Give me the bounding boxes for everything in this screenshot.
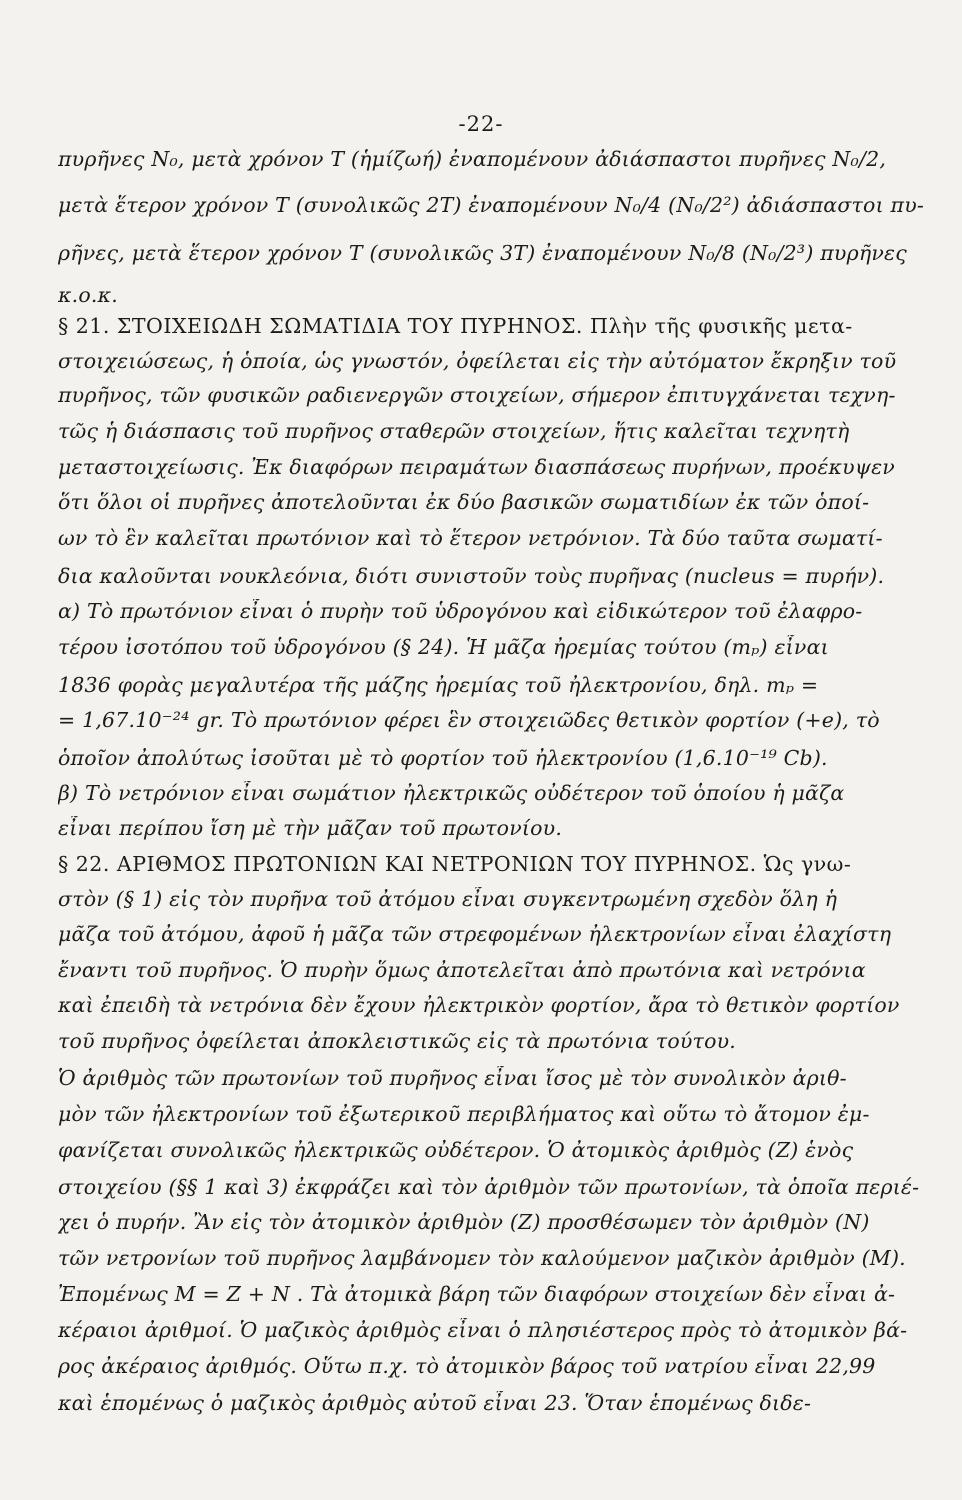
text-line: καὶ ἑπομένως ὁ μαζικὸς ἀριθμὸς αὐτοῦ εἶναι 23. Ὅταν ἑπομένως διδε- [58, 1391, 812, 1415]
text-line: μὸν τῶν ἠλεκτρονίων τοῦ ἐξωτερικοῦ περιβλήματος καὶ οὕτω τὸ ἄτομον ἐμ- [58, 1102, 870, 1126]
text-line: τέρου ἰσοτόπου τοῦ ὑδρογόνου (§ 24). Ἡ μᾶζα ἠρεμίας τούτου (mₚ) εἶναι [58, 635, 829, 659]
text-line: μετὰ ἕτερον χρόνον Τ (συνολικῶς 2Τ) ἐναπομένουν Ν₀/4 (Ν₀/2²) ἀδιάσπαστοι πυ- [58, 193, 925, 217]
text-line: 1836 φορὰς μεγαλυτέρα τῆς μάζης ἠρεμίας τοῦ ἠλεκτρονίου, δηλ. mₚ = [58, 673, 819, 697]
text-line: Ὁ ἀριθμὸς τῶν πρωτονίων τοῦ πυρῆνος εἶναι ἴσος μὲ τὸν συνολικὸν ἀριθ- [58, 1066, 847, 1090]
page-number: -22- [458, 112, 504, 136]
text-line: ων τὸ ἓν καλεῖται πρωτόνιον καὶ τὸ ἕτερον νετρόνιον. Τὰ δύο ταῦτα σωματί- [58, 526, 883, 550]
text-line: πυρῆνος, τῶν φυσικῶν ραδιενεργῶν στοιχείων, σήμερον ἐπιτυγχάνεται τεχνη- [58, 383, 896, 407]
section-22-heading-line: § 22. ΑΡΙΘΜΟΣ ΠΡΩΤΟΝΙΩΝ ΚΑΙ ΝΕΤΡΟΝΙΩΝ ΤΟΥ ΠΥΡΗΝΟΣ. Ὡς γνω- [58, 852, 852, 876]
text-line: τῶς ἡ διάσπασις τοῦ πυρῆνος σταθερῶν στοιχείων, ἥτις καλεῖται τεχνητὴ [58, 419, 850, 443]
text-line: ρος ἀκέραιος ἀριθμός. Οὕτω π.χ. τὸ ἀτομικὸν βάρος τοῦ νατρίου εἶναι 22,99 [58, 1354, 876, 1378]
text-line: χει ὁ πυρήν. Ἂν εἰς τὸν ἀτομικὸν ἀριθμὸν (Ζ) προσθέσωμεν τὸν ἀριθμὸν (Ν) [58, 1210, 870, 1234]
text-line-beta: β) Τὸ νετρόνιον εἶναι σωμάτιον ἠλεκτρικῶς οὐδέτερον τοῦ ὁποίου ἡ μᾶζα [58, 781, 845, 805]
text-line: κ.ο.κ. [58, 283, 118, 307]
text-line: = 1,67.10⁻²⁴ gr. Τὸ πρωτόνιον φέρει ἓν στοιχειῶδες θετικὸν φορτίον (+e), τὸ [58, 708, 880, 732]
text-line: πυρῆνες Ν₀, μετὰ χρόνον Τ (ἡμίζωή) ἐναπομένουν ἀδιάσπαστοι πυρῆνες Ν₀/2, [58, 147, 887, 171]
text-line: Ἐπομένως M = Z + N . Τὰ ἀτομικὰ βάρη τῶν διαφόρων στοιχείων δὲν εἶναι ἀ- [58, 1282, 896, 1306]
text-line: ὅτι ὅλοι οἱ πυρῆνες ἀποτελοῦνται ἐκ δύο βασικῶν σωματιδίων ἐκ τῶν ὁποί- [58, 490, 870, 514]
text-line: εἶναι περίπου ἴση μὲ τὴν μᾶζαν τοῦ πρωτονίου. [58, 816, 563, 840]
text-line: στοιχειώσεως, ἡ ὁποία, ὡς γνωστόν, ὀφείλεται εἰς τὴν αὐτόματον ἔκρηξιν τοῦ [58, 349, 897, 373]
text-line: μεταστοιχείωσις. Ἐκ διαφόρων πειραμάτων διασπάσεως πυρήνων, προέκυψεν [58, 455, 895, 479]
text-line: ἔναντι τοῦ πυρῆνος. Ὁ πυρὴν ὅμως ἀποτελεῖται ἀπὸ πρωτόνια καὶ νετρόνια [58, 958, 866, 982]
text-line: ὁποῖον ἀπολύτως ἰσοῦται μὲ τὸ φορτίον τοῦ ἠλεκτρονίου (1,6.10⁻¹⁹ Cb). [58, 746, 828, 770]
section-21-heading-line: § 21. ΣΤΟΙΧΕΙΩΔΗ ΣΩΜΑΤΙΔΙΑ ΤΟΥ ΠΥΡΗΝΟΣ. Πλὴν τῆς φυσικῆς μετα- [58, 314, 853, 338]
text-line: τῶν νετρονίων τοῦ πυρῆνος λαμβάνομεν τὸν καλούμενον μαζικὸν ἀριθμὸν (Μ). [58, 1246, 906, 1270]
text-line: τοῦ πυρῆνος ὀφείλεται ἀποκλειστικῶς εἰς τὰ πρωτόνια τούτου. [58, 1029, 736, 1053]
text-line: μᾶζα τοῦ ἀτόμου, ἀφοῦ ἡ μᾶζα τῶν στρεφομένων ἠλεκτρονίων εἶναι ἐλαχίστη [58, 922, 892, 946]
text-line: ρῆνες, μετὰ ἕτερον χρόνον Τ (συνολικῶς 3Τ) ἐναπομένουν Ν₀/8 (Ν₀/2³) πυρῆνες [58, 241, 907, 265]
text-line: δια καλοῦνται νουκλεόνια, διότι συνιστοῦν τοὺς πυρῆνας (nucleus = πυρήν). [58, 564, 885, 588]
text-line: στὸν (§ 1) εἰς τὸν πυρῆνα τοῦ ἀτόμου εἶναι συγκεντρωμένη σχεδὸν ὅλη ἡ [58, 887, 838, 911]
text-line: στοιχείου (§§ 1 καὶ 3) ἐκφράζει καὶ τὸν ἀριθμὸν τῶν πρωτονίων, τὰ ὁποῖα περιέ- [58, 1175, 920, 1199]
text-line: κέραιοι ἀριθμοί. Ὁ μαζικὸς ἀριθμὸς εἶναι ὁ πλησιέστερος πρὸς τὸ ἀτομικὸν βά- [58, 1318, 908, 1342]
text-line: καὶ ἐπειδὴ τὰ νετρόνια δὲν ἔχουν ἠλεκτρικὸν φορτίον, ἄρα τὸ θετικὸν φορτίον [58, 993, 900, 1017]
text-line: φανίζεται συνολικῶς ἠλεκτρικῶς οὐδέτερον. Ὁ ἀτομικὸς ἀριθμὸς (Ζ) ἑνὸς [58, 1138, 854, 1162]
text-line-alpha: α) Τὸ πρωτόνιον εἶναι ὁ πυρὴν τοῦ ὑδρογόνου καὶ εἰδικώτερον τοῦ ἐλαφρο- [58, 599, 863, 623]
